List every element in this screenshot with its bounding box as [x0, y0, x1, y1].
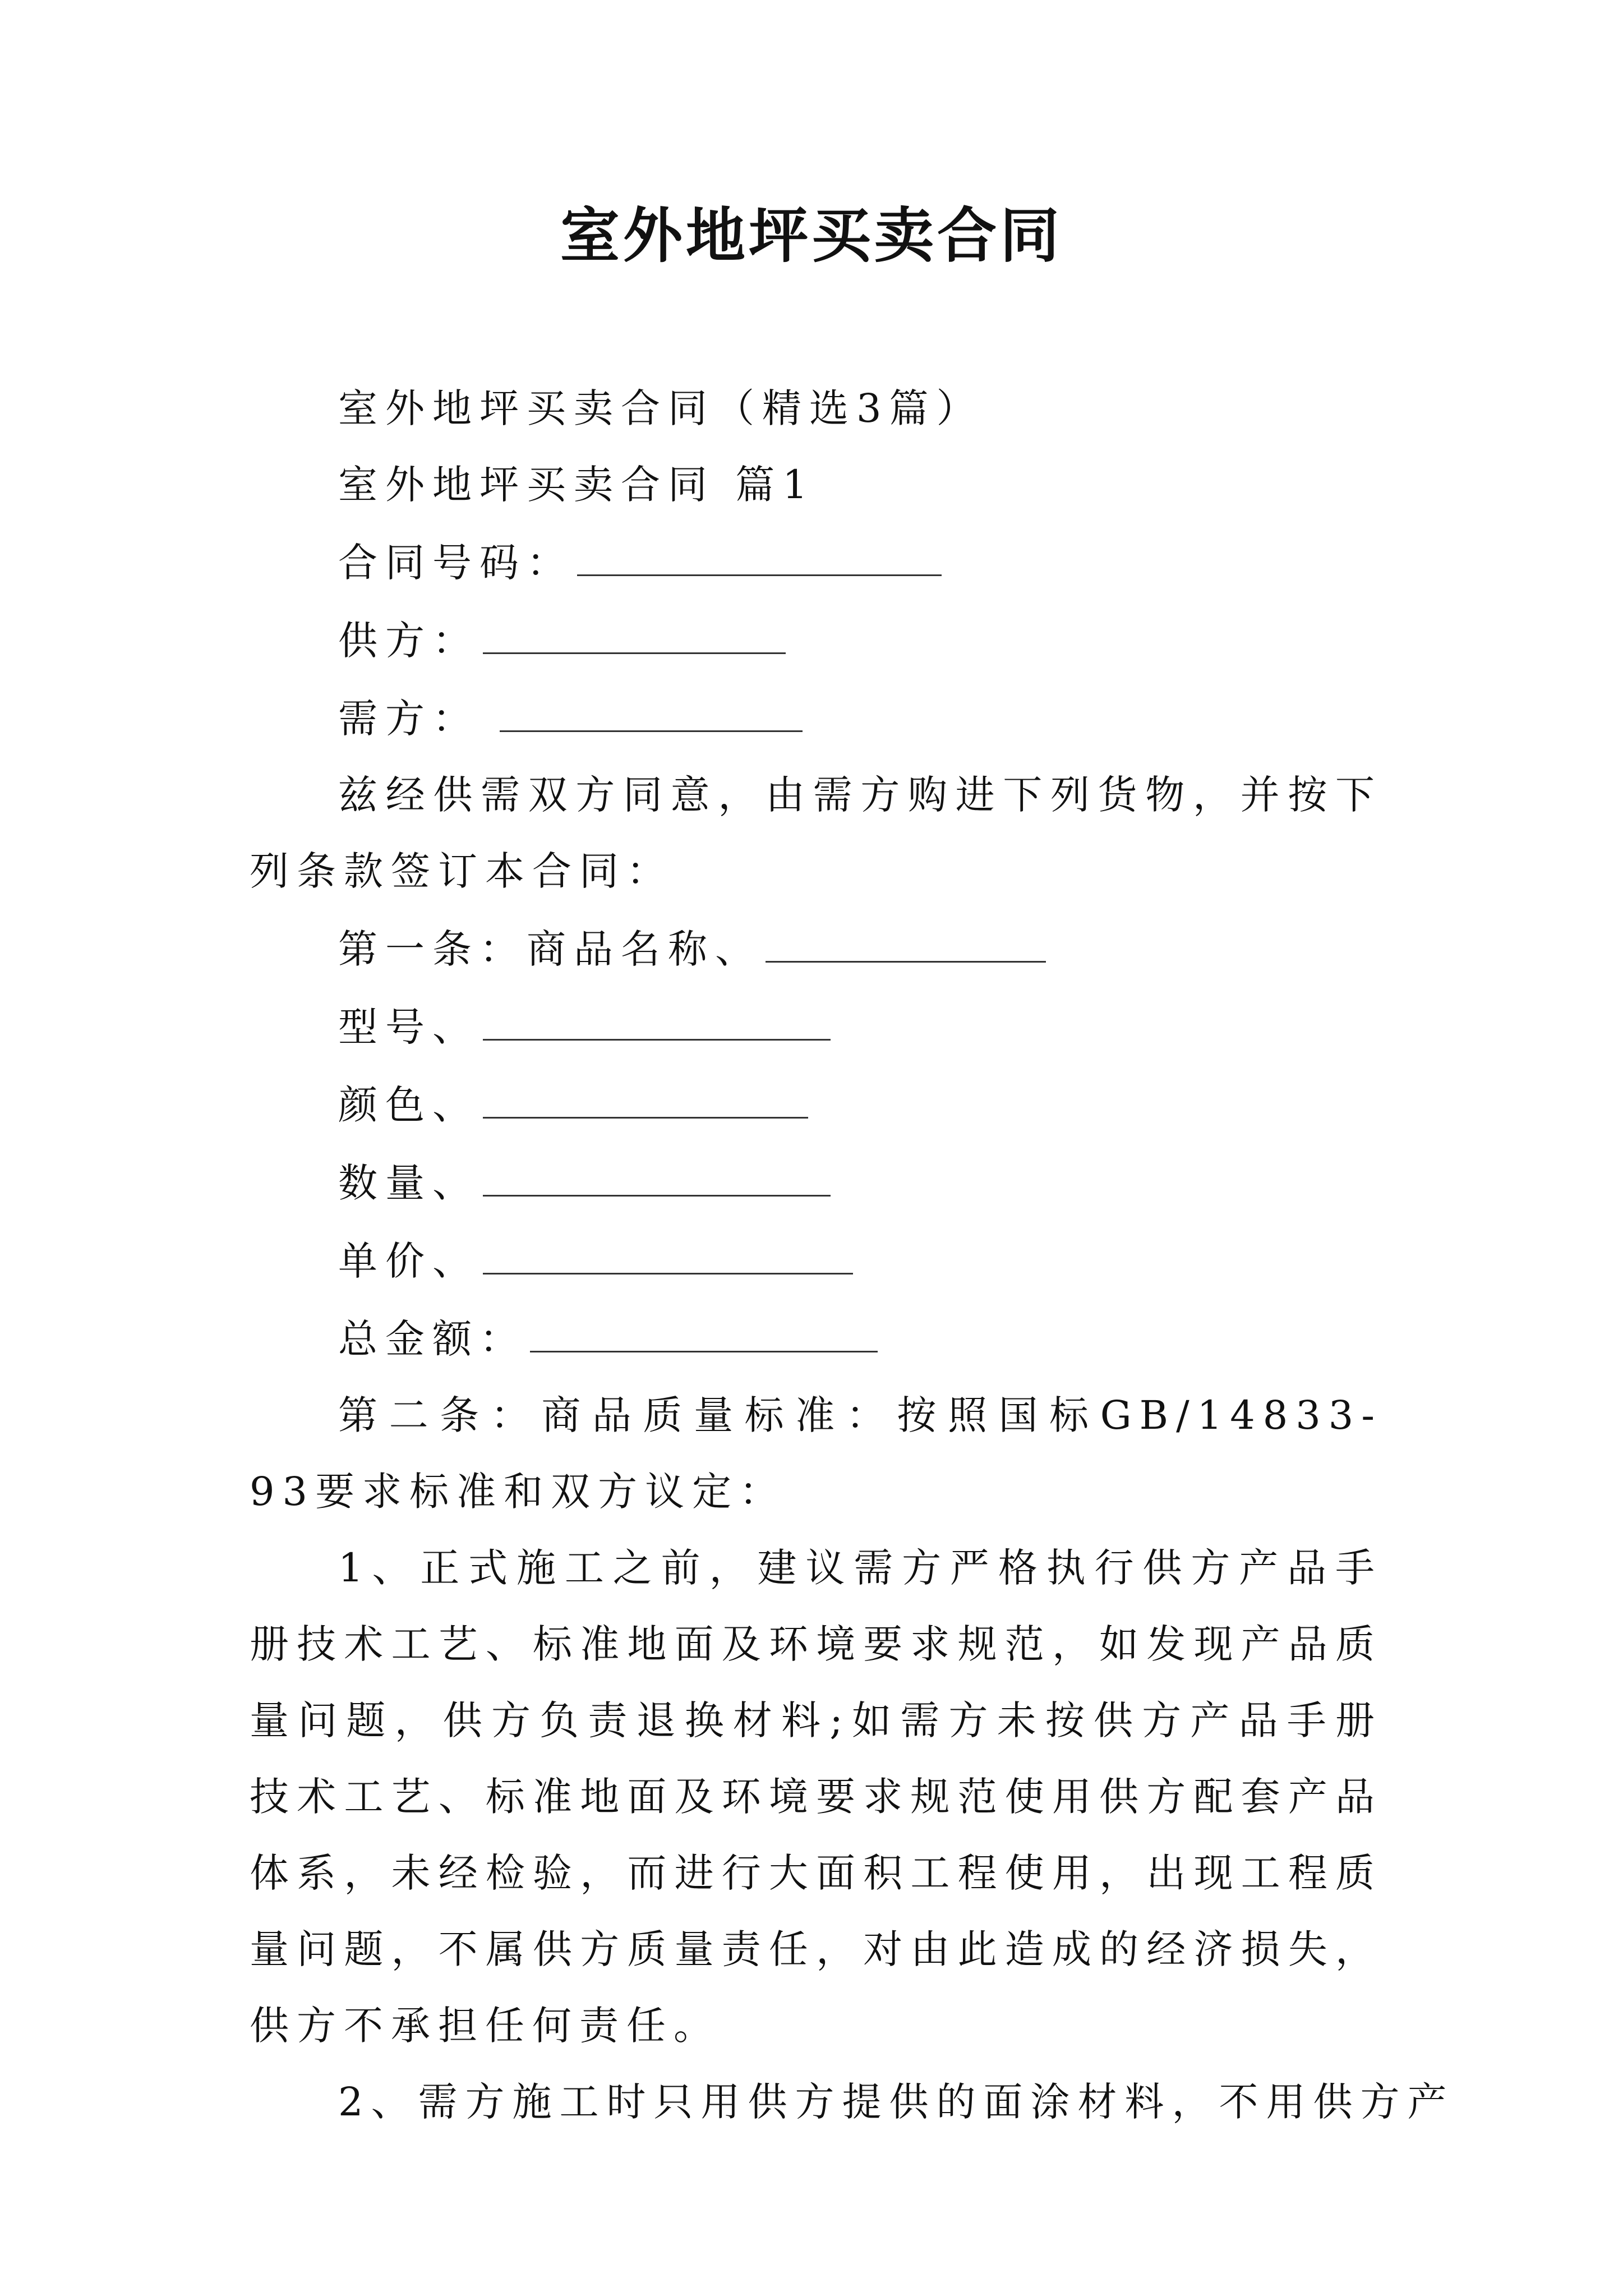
document-body	[250, 370, 1455, 2140]
contract-number-field	[250, 523, 1382, 601]
total-amount-blank	[530, 1299, 878, 1352]
supplier-blank	[483, 601, 786, 654]
unit-price-field	[250, 1221, 1382, 1299]
buyer-blank	[500, 679, 803, 732]
field-label: 合同号码：	[338, 540, 574, 586]
quantity-field	[250, 1143, 1382, 1221]
product-name-blank	[766, 909, 1046, 963]
field-label: 数量、	[338, 1160, 479, 1206]
field-label: 型号、	[338, 1004, 479, 1050]
buyer-field	[250, 679, 1382, 757]
unit-price-blank	[483, 1221, 853, 1274]
clause2-paragraph: 2、需方施工时只用供方提供的面涂材料，不用供方产	[338, 2079, 1455, 2125]
article2-paragraph: 第二条：商品质量标准：按照国标GB/14833-93要求标准和双方议定：	[250, 1392, 1382, 1515]
supplier-field	[250, 601, 1382, 679]
section-heading: 室外地坪买卖合同 篇1	[338, 462, 815, 508]
contract-number-blank	[577, 523, 942, 576]
intro-paragraph: 兹经供需双方同意，由需方购进下列货物，并按下列条款签订本合同：	[250, 772, 1382, 894]
color-blank	[483, 1065, 808, 1119]
color-field	[250, 1065, 1382, 1143]
total-amount-field	[250, 1299, 1382, 1377]
field-label: 单价、	[338, 1238, 479, 1284]
field-label: 第一条：商品名称、	[338, 926, 762, 972]
document-subtitle: 室外地坪买卖合同（精选3篇）	[338, 385, 984, 431]
model-blank	[483, 987, 831, 1041]
clause1-paragraph: 1、正式施工之前，建议需方严格执行供方产品手册技术工艺、标准地面及环境要求规范，如发现产品质量问题，供方负责退换材料;如需方未按供方产品手册技术工艺、标准地面及环境要求规范使用供方配套产品体系，未经检验，而进行大面积工程使用，出现工程质量问题，不属供方质量责任，对由此造成的经济损失，供方不承担任何责任。	[250, 1545, 1382, 2049]
model-field	[250, 987, 1382, 1065]
document-title: 室外地坪买卖合同	[560, 200, 1063, 270]
field-label: 供方：	[338, 618, 479, 664]
quantity-blank	[483, 1143, 831, 1197]
field-label: 总金额：	[338, 1316, 527, 1362]
field-label: 颜色、	[338, 1082, 479, 1128]
article1-product-name	[250, 909, 1382, 987]
field-label: 需方：	[338, 696, 479, 742]
